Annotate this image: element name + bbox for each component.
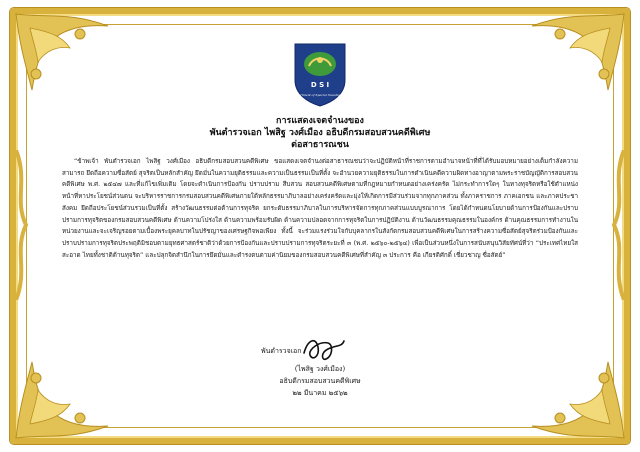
side-flourish-right: [604, 150, 630, 300]
corner-flourish-top-left: [10, 8, 120, 98]
dsi-emblem-logo: [291, 40, 349, 108]
emblem-acronym: D S I: [310, 81, 330, 89]
signed-date: ๒๒ มีนาคม ๒๕๖๒: [292, 389, 348, 397]
signer-rank: พันตำรวจเอก: [261, 347, 302, 355]
signer-name: (ไพสิฐ วงศ์เมือง): [294, 365, 346, 373]
title-line-2: พันตำรวจเอก ไพสิฐ วงศ์เมือง อธิบดีกรมสอบสวนคดีพิเศษ: [209, 128, 431, 138]
declaration-paragraph: “ข้าพเจ้า พันตำรวจเอก ไพสิฐ วงศ์เมือง อธิบดีกรมสอบสวนคดีพิเศษ ขอแสดงเจตจำนงต่อสาธารณชนว่าจะปฏิบัติหน้าที่ราชการตามอำนาจหน้าที่ที่ได้รับมอบหมายอย่างเต็มกำลังความสามารถ ยึดถือความซื่อสัตย์ สุจริตเป็นหลักสำคัญ ยึดมั่นในความยุติธรรมและความเป็นธรรมเป็นที่ตั้ง จะอำนวยความยุติธรรมในการดำเนินคดีความผิดทางอาญาตามพระราชบัญญัติการสอบสวนคดีพิเศษ พ.ศ. ๒๕๔๗ และที่แก้ไขเพิ่มเติม โดยจะดำเนินการป้องกัน ปราบปราม สืบสวน สอบสวนคดีพิเศษตามที่กฎหมายกำหนดอย่างเคร่งครัด ไม่กระทำการใดๆ ในทางทุจริตหรือใช้ตำแหน่งหน้าที่หาประโยชน์ส่วนตน จะบริหารราชการกรมสอบสวนคดีพิเศษภายใต้หลักธรรมาภิบาลอย่างเคร่งครัดและมุ่งให้เกิดการมีส่วนร่วมจากทุกภาคส่วน ทั้งภาคราชการ ภาคเอกชน และภาคประชาสังคม ยึดถือประโยชน์ส่วนรวมเป็นที่ตั้ง สร้างวัฒนธรรมต่อต้านการทุจริต ยกระดับธรรมาภิบาลในการบริหารจัดการทุกภาคส่วนแบบบูรณาการ โดยได้กำหนดนโยบายด้านการป้องกันและปราบปรามการทุจริตของกรมสอบสวนคดีพิเศษ ด้านความโปร่งใส ด้านความพร้อมรับผิด ด้านความปลอดจากการทุจริตในการปฏิบัติงาน ด้านวัฒนธรรมคุณธรรมในองค์กร ด้านคุณธรรมการทำงานในหน่วยงานและจะเจริญรอยตามเบื้องพระยุคลบาทในปรัชญาของเศรษฐกิจพอเพียง ทั้งนี้ จะร่วมแรงร่วมใจกับบุคลากรในสังกัดกรมสอบสวนคดีพิเศษในการสร้างความซื่อสัตย์สุจริตร่วมป้องกันและปราบปรามการทุจริตประพฤติมิชอบตามยุทธศาสตร์ชาติว่าด้วยการป้องกันและปราบปรามการทุจริตระยะที่ ๓ (พ.ศ. ๒๕๖๐-๒๕๖๔) เพื่อเป็นส่วนหนึ่งในการสนับสนุนวิสัยทัศน์ที่ว่า “ประเทศไทยใสสะอาด ไทยทั้งชาติต้านทุจริต” และปลุกจิตสำนึกในการยึดมั่นและดำรงตนตามค่านิยมของกรมสอบสวนคดีพิเศษที่สำคัญ ๓ ประการ คือ เกียรติศักดิ์ เชี่ยวชาญ ซื่อสัตย์”: [62, 158, 578, 259]
title-line-3: ต่อสาธารณชน: [291, 140, 349, 150]
title-line-1: การแสดงเจตจำนงของ: [276, 116, 364, 126]
handwritten-signature: [298, 333, 348, 363]
corner-flourish-top-right: [520, 8, 630, 98]
signer-position: อธิบดีกรมสอบสวนคดีพิเศษ: [279, 377, 361, 385]
emblem-motto: Department of Special Investigation: [292, 93, 348, 97]
side-flourish-left: [10, 150, 36, 300]
